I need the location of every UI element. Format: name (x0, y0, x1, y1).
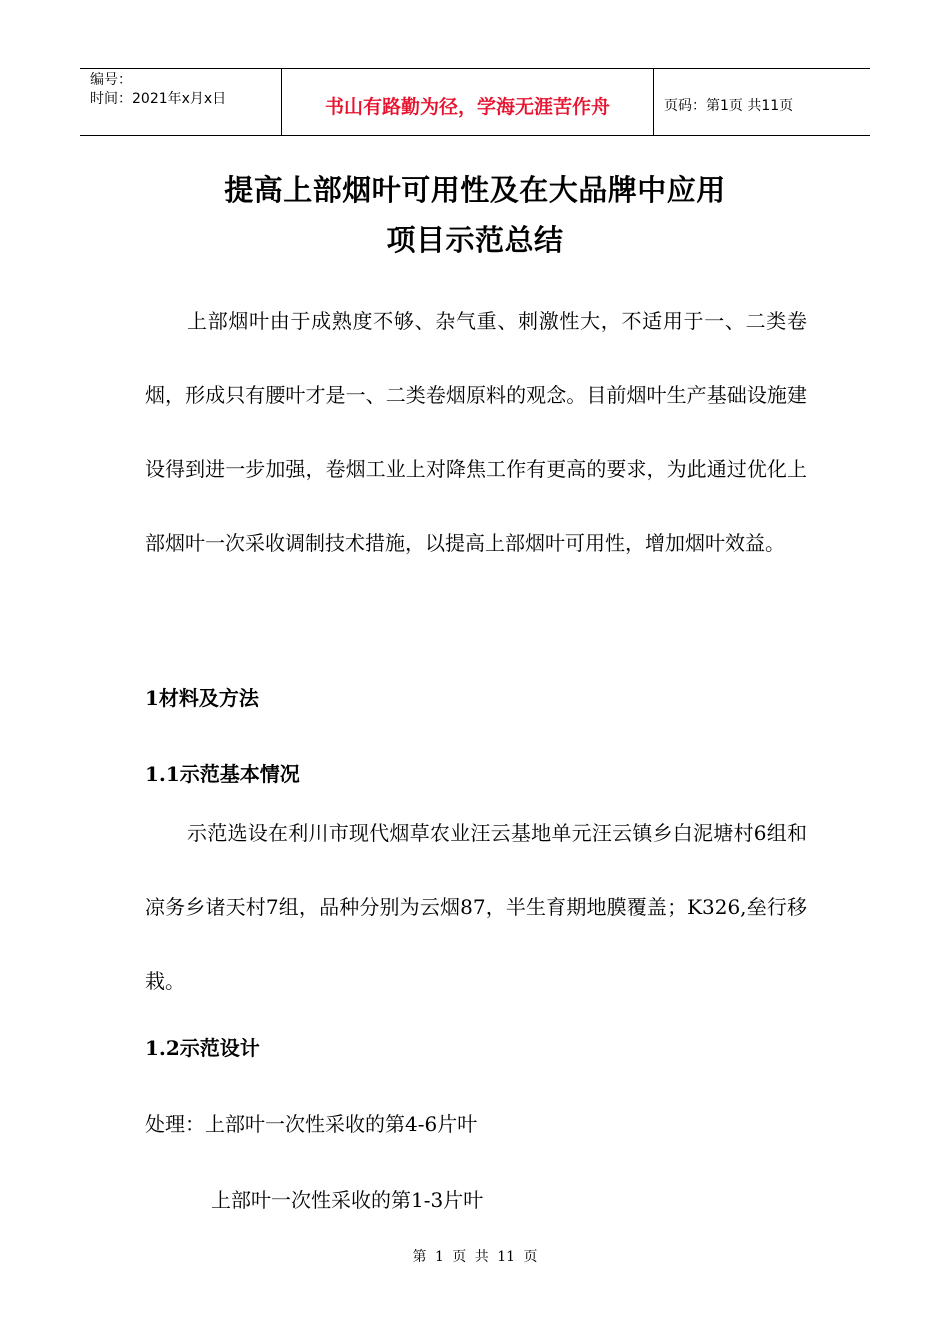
document-header (80, 68, 870, 136)
time-label: 时间：2021年x月x日 (90, 91, 227, 107)
intro-paragraph: 上部烟叶由于成熟度不够、杂气重、刺激性大，不适用于一、二类卷烟，形成只有腰叶才是一、二类卷烟原料的观念。目前烟叶生产基础设施建设得到进一步加强，卷烟工业上对降焦工作有更高的要求，为此通过优化上部烟叶一次采收调制技术措施，以提高上部烟叶可用性，增加烟叶效益。 (145, 309, 807, 555)
section-heading-materials-methods: 1材料及方法 (145, 686, 259, 710)
basic-info-paragraph: 示范选设在利川市现代烟草农业汪云基地单元汪云镇乡白泥塘村6组和凉务乡诸天村7组，品种分别为云烟87，半生育期地膜覆盖；K326,垒行移栽。 (145, 821, 807, 993)
header-page-cell (654, 69, 870, 135)
header-motto-cell (282, 69, 654, 135)
page-footer: 第 1 页 共 11 页 (412, 1249, 538, 1265)
code-label: 编号： (90, 72, 132, 88)
header-meta-cell (80, 69, 282, 135)
motto-text: 书山有路勤为径，学海无涯苦作舟 (324, 95, 610, 118)
subsection-heading-basic-info: 1.1示范基本情况 (145, 762, 300, 786)
treatment-line-1: 处理：上部叶一次性采收的第4-6片叶 (145, 1112, 478, 1136)
subsection-heading-design: 1.2示范设计 (145, 1036, 260, 1060)
document-title-line1: 提高上部烟叶可用性及在大品牌中应用 (224, 173, 726, 207)
page-info: 页码：第1页 共11页 (664, 98, 794, 114)
treatment-line-2: 上部叶一次性采收的第1-3片叶 (211, 1188, 484, 1212)
document-title-line2: 项目示范总结 (386, 223, 564, 257)
